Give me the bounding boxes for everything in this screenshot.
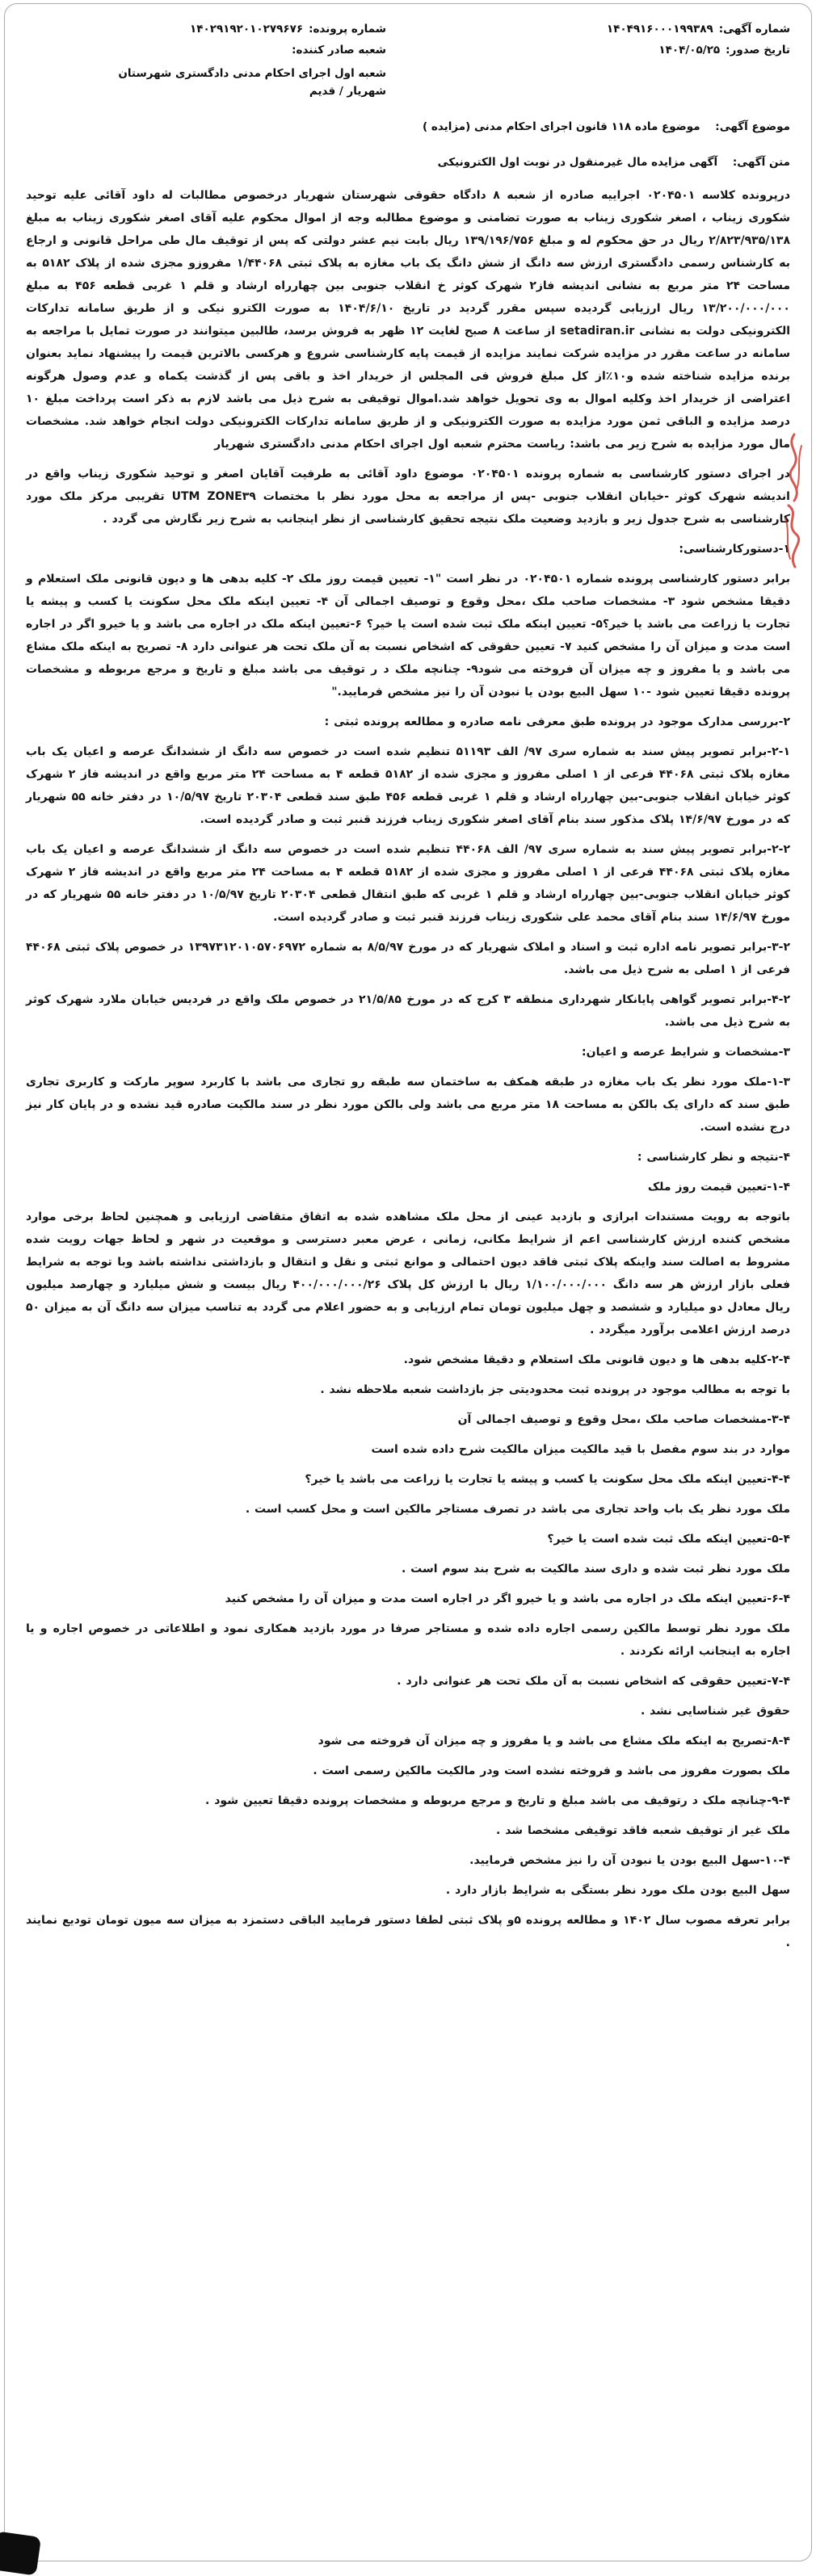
section-heading-3: ۳-مشخصات و شرایط عرصه و اعیان: [582,1046,790,1059]
body-title: آگهی مزایده مال غیرمنقول در نوبت اول الکترونیکی [437,156,718,169]
case-number [103,20,386,38]
paragraph-answer-4-2: با توجه به مطالب موجود در پرونده ثبت محدودیتی جز بازداشت شعبه ملاحظه نشد . [320,1383,790,1396]
paragraph-answer-4-3: موارد در بند سوم مفصل با قید مالکیت میزان مالکیت شرح داده شده است [371,1443,790,1456]
notice-body [26,184,790,1954]
paragraph-expert-intro: در اجرای دستور کارشناسی به شماره پرونده ۰۲۰۴۵۰۱ موضوع داود آقائی به طرفیت آقایان اصغر و توحید شکوری زیناب واقع در اندیشه شهرک کوثر -خیابان انقلاب جنوبی -پس از مراجعه به محل مورد نظر با مختصات UTM ZONE۳۹ تقریبی مرکز ملک مورد کارشناسی به شرح جدول زیر و بازدید وضعیت ملک نتیجه تحقیق کارشناسی از نظر اینجانب به شرح زیر نگارش می گردد . [26,468,790,526]
paragraph-valuation: باتوجه به رویت مستندات ابرازی و بازدید عینی از محل ملک مشاهده شده به اتفاق متقاضی ارزیابی و همچنین لحاظ برخی موارد مشخص کننده ارزش کارشناسی اعم از شرایط مکانی، زمانی ، عرض معبر دسترسی و موقعیت در شهر و لحاظ جهات رویت شده مشروط به اصالت سند واینکه پلاک ثبتی فاقد دیون احتمالی و موانع ثبتی و نقل و انتقال و بازداشتی نداشته باشد وبا توجه به شرایط فعلی بازار ارزش هر سه دانگ ۱/۱۰۰/۰۰۰/۰۰۰ ریال با ارزش کل پلاک ۴۰۰/۰۰۰/۰۰۰/۲۶ ریال بیست و شش میلیارد و چهارصد میلیون ریال معادل دو میلیارد و ششصد و چهل میلیون تومان تمام ارزیابی و به حضور اعلام می گردد به تناسب میزان سه دانگ آن به میزان ۵۰ درصد ارزش اعلامی برآورد میگردد . [26,1210,791,1336]
notice-number [607,20,790,38]
issuing-branch [103,41,386,100]
paragraph-property-description: ۱-۳-ملک مورد نظر یک باب مغازه در طبقه همکف به ساختمان سه طبقه رو تجاری می باشد با کاربرد سوپر مارکت و کاربری تجاری طبق سند که دارای یک بالکن به مساحت ۱۸ متر مربع می باشد ولی بالکن مورد نظر در سند مالکیت صادره قید نشده و در پایان کار نیز درج نشده است. [26,1076,790,1134]
subject-value: موضوع ماده ۱۱۸ قانون اجرای احکام مدنی (مزایده ) [423,120,700,133]
issue-date-label: تاریخ صدور: [726,44,790,57]
subject-row [26,118,790,136]
case-number-label: شماره پرونده: [309,23,386,36]
paragraph-deed-1: ۲-۱-برابر تصویر پیش سند به شماره سری ۹۷/ الف ۵۱۱۹۳ تنظیم شده است در خصوص سه دانگ از ششدانگ عرصه و اعیان یک باب مغازه پلاک ثبتی ۴۴۰۶۸ فرعی از ۱ اصلی مفروز و مجزی شده از ۵۱۸۲ قطعه ۴ به مساحت ۲۴ متر مربع واقع در اندیشه فاز ۲ شهرک کوثر خیابان انقلاب جنوبی-بین چهارراه ارشاد و قلم ۱ غربی قطعه ۴۵۶ طبق سند قطعی ۲۰۳۰۴ تاریخ ۱۰/۵/۹۷ در دفتر خانه ۵۵ شهریار که در مورخ ۱۴/۶/۹۷ پلاک مذکور سند بنام آقای اصغر شکوری زیناب فرزند قنبر ثبت و صادر گردیده است. [26,745,791,826]
subject-label: موضوع آگهی: [715,120,790,133]
paragraph-answer-4-8: ملک بصورت مفروز می باشد و فروخته نشده است ودر مالکیت مالکین رسمی است . [313,1764,790,1777]
issue-date [658,41,790,59]
issuing-branch-value: شعبه اول اجرای احکام مدنی دادگستری شهرستان شهریار / قدیم [118,67,386,98]
subsection-heading-4-4: ۴-۴-تعیین اینکه ملک محل سکونت یا کسب و پیشه یا تجارت یا زراعت می باشد یا خیر؟ [305,1473,790,1486]
notice-number-label: شماره آگهی: [718,23,790,36]
section-heading-2: ۲-بررسی مدارک موجود در پرونده طبق معرفی نامه صادره و مطالعه پرونده ثبتی : [324,715,790,728]
paragraph-completion-cert: ۴-۲-برابر تصویر گواهی پایانکار شهرداری منطقه ۳ کرج که در مورخ ۲۱/۵/۸۵ در خصوص ملک واقع در فردیس خیابان ملارد شهرک کوثر به شرح ذیل می باشد. [26,993,791,1029]
issue-date-value: ۱۴۰۴/۰۵/۲۵ [658,44,721,57]
paragraph-fee-note: برابر تعرفه مصوب سال ۱۴۰۲ و مطالعه پرونده ۵و پلاک ثبتی لطفا دستور فرمایید الباقی دستمزد به میزان سه میون تومان تودیع نمایند . [26,1914,790,1949]
subsection-heading-4-7: ۷-۴-تعیین حقوقی که اشخاص نسبت به آن ملک تحت هر عنوانی دارد . [397,1675,790,1688]
paragraph-answer-4-10: سهل البیع بودن ملک مورد نظر بستگی به شرایط بازار دارد . [445,1884,790,1897]
paragraph-answer-4-7: حقوق غیر شناسایی نشد . [640,1705,790,1718]
paragraph-answer-4-5: ملک مورد نظر ثبت شده و داری سند مالکیت به شرح بند سوم است . [401,1563,790,1575]
subsection-heading-4-3: ۳-۴-مشخصات صاحب ملک ،محل وقوع و توصیف اجمالی آن [457,1413,790,1426]
subsection-heading-4-9: ۹-۴-چنانچه ملک د رتوقیف می باشد مبلغ و تاریخ و مرجع مربوطه و مشخصات پرونده دقیقا تعیین شود . [205,1794,790,1807]
body-text-label: متن آگهی: [732,156,790,169]
paragraph-auction-summary: درپرونده کلاسه ۰۲۰۴۵۰۱ اجراییه صادره از شعبه ۸ دادگاه حقوقی شهرستان شهریار درخصوص مطالبات له داود آقائی علیه توحید شکوری زیناب ، اصغر شکوری زیناب به صورت تضامنی و موضوع مطالبه وجه از اموال محکوم علیه آقای اصغر شکوری زیناب به مبلغ ۲/۸۲۳/۹۳۵/۱۳۸ ریال در حق محکوم له و مبلغ ۱۳۹/۱۹۶/۷۵۶ ریال بابت نیم عشر دولتی که پس از توقیف مال طی مراحل قانونی و ارجاع به کارشناس رسمی دادگستری ارزش سه دانگ از شش دانگ یک باب مغازه به پلاک ثبتی ۱/۴۴۰۶۸ مفروزو مجزی شده از پلاک ۵۱۸۲ به مساحت ۲۴ متر مربع به نشانی اندیشه فاز۲ شهرک کوثر خ انقلاب جنوبی بین چهارراه ارشاد و قلم ۱ غربی قطعه ۴۵۶ به مبلغ ۱۳/۲۰۰/۰۰۰/۰۰۰ ریال ارزیابی گردیده سپس مقرر گردید در تاریخ ۱۴۰۴/۶/۱۰ به صورت الکترو نیکی و از طریق سامانه تدارکات الکترونیکی دولت به نشانی setadiran.ir از ساعت ۸ صبح لغایت ۱۲ ظهر به فروش برسد، طالبین میتوانند در صورت تمایل با مراجعه به سامانه در ساعت مقرر در مزایده شرکت نمایند مزایده از قیمت پایه کارشناسی شروع و هرکسی بالاترین قیمت را پیشنهاد نماید بعنوان برنده مزایده شناخته شده و۱۰٪از کل مبلغ فروش فی المجلس از خریدار اخذ و باقی پس از گذشت یکماه و عدم وصول هرگونه اعتراضی از خریدار اخذ وکلیه اموال به وی تحویل خواهد شد.اموال توقیفی به شرح ذیل می باشد لازم به ذکر است پرداخت مبلغ ۱۰ درصد مزایده و الباقی ثمن مورد مزایده به صورت الکترونیکی و از طریق سامانه تدارکات الکترونیکی دولت انجام خواهد شد. مشخصات مال مورد مزایده به شرح زیر می باشد: ریاست محترم شعبه اول اجرای احکام مدنی دادگستری شهریار [26,189,791,451]
issuing-branch-label: شعبه صادر کننده: [292,44,386,57]
corner-ink-mark [0,2531,41,2575]
subsection-heading-4-1: ۱-۴-تعیین قیمت روز ملک [647,1181,790,1194]
paragraph-answer-4-6: ملک مورد نظر توسط مالکین رسمی اجاره داده شده و مستاجر صرفا در مورد بازدید همکاری نمود و اطلاعاتی در خصوص اجاره و یا اجاره به اینجانب ارائه نکردند . [26,1622,790,1658]
header-row-1 [26,20,790,38]
paragraph-deed-2: ۲-۲-برابر تصویر پیش سند به شماره سری ۹۷/ الف ۴۴۰۶۸ تنظیم شده است در خصوص سه دانگ از ششدانگ عرصه و اعیان یک باب مغازه پلاک ثبتی ۴۴۰۶۸ فرعی از ۱ اصلی مفروز و مجزی شده از ۵۱۸۲ قطعه ۴ به مساحت ۲۴ متر مربع واقع در اندیشه فاز ۲ شهرک کوثر خیابان انقلاب جنوبی-بین چهارراه ارشاد و قلم ۱ غربی که طبق انتقال قطعی ۲۰۳۰۴ تاریخ ۱۰/۵/۹۷ در دفتر خانه ۵۵ شهریار که در مورخ ۱۴/۶/۹۷ سند بنام آقای محمد علی شکوری زیناب فرزند قنبر ثبت و صادر گردیده است. [26,843,791,924]
header-row-2 [26,41,790,100]
paragraph-expert-order: برابر دستور کارشناسی پرونده شماره ۰۲۰۴۵۰۱ در نظر است "۱- تعیین قیمت روز ملک ۲- کلیه بدهی ها و دیون قانونی ملک استعلام و دقیقا مشخص شود ۳- مشخصات صاحب ملک ،محل وقوع و توصیف اجمالی آن ۴- تعیین اینکه ملک محل سکونت یا کسب و پیشه یا تجارت یا زراعت می باشد یا خیر؟۵- تعیین اینکه ملک ثبت شده است یا خیر؟ ۶-تعیین اینکه ملک در اجاره می باشد و یا خیرو اگر در اجاره است مدت و میزان آن را مشخص کنید ۷- تعیین حقوقی که اشخاص نسبت به آن ملک تحت هر عنوانی دارد ۸- تصریح به اینکه ملک مشاع می باشد و یا مفروز و چه میزان آن فروخته می شود۹- چنانچه ملک د ر توقیف می باشد مبلغ و تاریخ و مرجع مربوطه و مشخصات پرونده دقیقا تعیین شود -۱۰ سهل البیع بودن یا نبودن آن را نیز مشخص فرمایید." [26,573,791,699]
body-title-row [26,153,790,171]
section-heading-4: ۴-نتیجه و نظر کارشناسی : [637,1151,790,1164]
section-heading-1: ۱-دستورکارشناسی: [679,543,790,556]
subsection-heading-4-8: ۸-۴-تصریح به اینکه ملک مشاع می باشد و یا مفروز و چه میزان آن فروخته می شود [318,1735,790,1747]
subsection-heading-4-6: ۶-۴-تعیین اینکه ملک در اجاره می باشد و یا خیرو اگر در اجاره است مدت و میزان آن را مشخص کنید [225,1592,790,1605]
subsection-heading-4-5: ۵-۴-تعیین اینکه ملک ثبت شده است یا خیر؟ [547,1533,790,1546]
paragraph-answer-4-4: ملک مورد نظر یک باب واحد تجاری می باشد در تصرف مستاجر مالکین است و محل کسب است . [245,1503,790,1516]
subsection-heading-4-2: ۲-۴-کلیه بدهی ها و دیون قانونی ملک استعلام و دقیقا مشخص شود. [403,1353,790,1366]
subsection-heading-4-10: ۱۰-۴-سهل البیع بودن یا نبودن آن را نیز مشخص فرمایید. [469,1854,790,1867]
case-number-value: ۱۴۰۲۹۱۹۲۰۱۰۲۷۹۶۷۶ [189,23,304,36]
notice-number-value: ۱۴۰۴۹۱۶۰۰۰۱۹۹۳۸۹ [606,23,713,36]
paragraph-registry-letter: ۳-۲-برابر تصویر نامه اداره ثبت و اسناد و املاک شهریار که در مورخ ۸/۵/۹۷ به شماره ۱۳۹۷۳۱۲۰۱۰۵۷۰۶۹۷۲ در خصوص پلاک ثبتی ۴۴۰۶۸ فرعی از ۱ اصلی به شرح ذیل می باشد. [26,941,791,976]
paragraph-answer-4-9: ملک غیر از توقیف شعبه فاقد توقیفی مشخصا شد . [496,1824,790,1837]
document-page [4,3,812,2561]
